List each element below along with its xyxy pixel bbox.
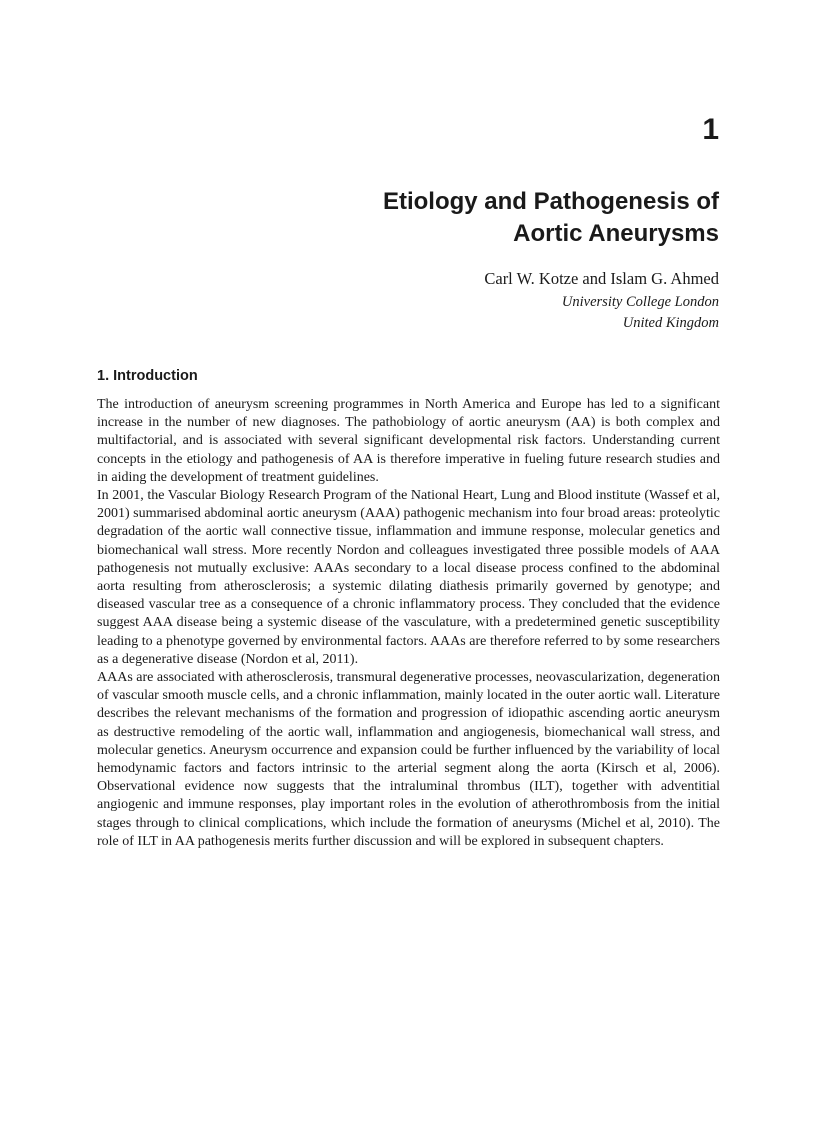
section-body bbox=[97, 396, 720, 851]
author-names: Carl W. Kotze and Islam G. Ahmed bbox=[484, 269, 719, 288]
affiliation-country: United Kingdom bbox=[622, 315, 719, 331]
affiliation-institution: University College London bbox=[561, 294, 719, 310]
chapter-title-line-2: Aortic Aneurysms bbox=[513, 220, 719, 247]
section-heading: 1. Introduction bbox=[97, 368, 198, 384]
chapter-title-line-1: Etiology and Pathogenesis of bbox=[382, 188, 719, 215]
chapter-number: 1 bbox=[702, 113, 719, 146]
body-paragraph-2: In 2001, the Vascular Biology Research Program of the National Heart, Lung and Blood institute (Wassef et al, 2001) summarised abdominal aortic aneurysm (AAA) pathogenic mechanism into four broad areas: proteolytic degradation of the aortic wall connective tissue, inflammation and immune response, molecular genetics and biomechanical wall stress. More recently Nordon and colleagues investigated three possible models of AAA pathogenesis not mutually exclusive: AAAs secondary to a local disease process confined to the abdominal aorta resulting from atherosclerosis; a systemic dilating diathesis primarily governed by genotype; and diseased vascular tree as a consequence of a chronic inflammatory process. They concluded that the evidence suggest AAA disease being a systemic disease of the vasculature, with a predetermined genetic susceptibility leading to a phenotype governed by environmental factors. AAAs are therefore referred to by some researchers as a degenerative disease (Nordon et al, 2011). bbox=[97, 488, 720, 667]
body-paragraph-1: The introduction of aneurysm screening programmes in North America and Europe has led to a significant increase in the number of new diagnoses. The pathobiology of aortic aneurysm (AA) is both complex and multifactorial, and is associated with several significant developmental risk factors. Understanding current concepts in the etiology and pathogenesis of AA is therefore imperative in fueling future research studies and in aiding the development of treatment guidelines. bbox=[97, 397, 720, 485]
chapter-title bbox=[159, 186, 719, 250]
author-affiliation bbox=[562, 292, 719, 334]
body-paragraph-3: AAAs are associated with atherosclerosis, transmural degenerative processes, neovascularization, degeneration of vascular smooth muscle cells, and a chronic inflammation, mainly located in the outer aortic wall. Literature describes the relevant mechanisms of the formation and progression of idiopathic ascending aortic aneurysm as destructive remodeling of the aortic wall, inflammation and angiogenesis, biomechanical wall stress, and molecular genetics. Aneurysm occurrence and expansion could be further influenced by the variability of local hemodynamic factors and factors intrinsic to the arterial segment along the aorta (Kirsch et al, 2006). Observational evidence now suggests that the intraluminal thrombus (ILT), together with adventitial angiogenic and immune responses, play important roles in the evolution of atherothrombosis from the initial stages through to clinical complications, which include the formation of aneurysms (Michel et al, 2010). The role of ILT in AA pathogenesis merits further discussion and will be explored in subsequent chapters. bbox=[97, 670, 720, 849]
